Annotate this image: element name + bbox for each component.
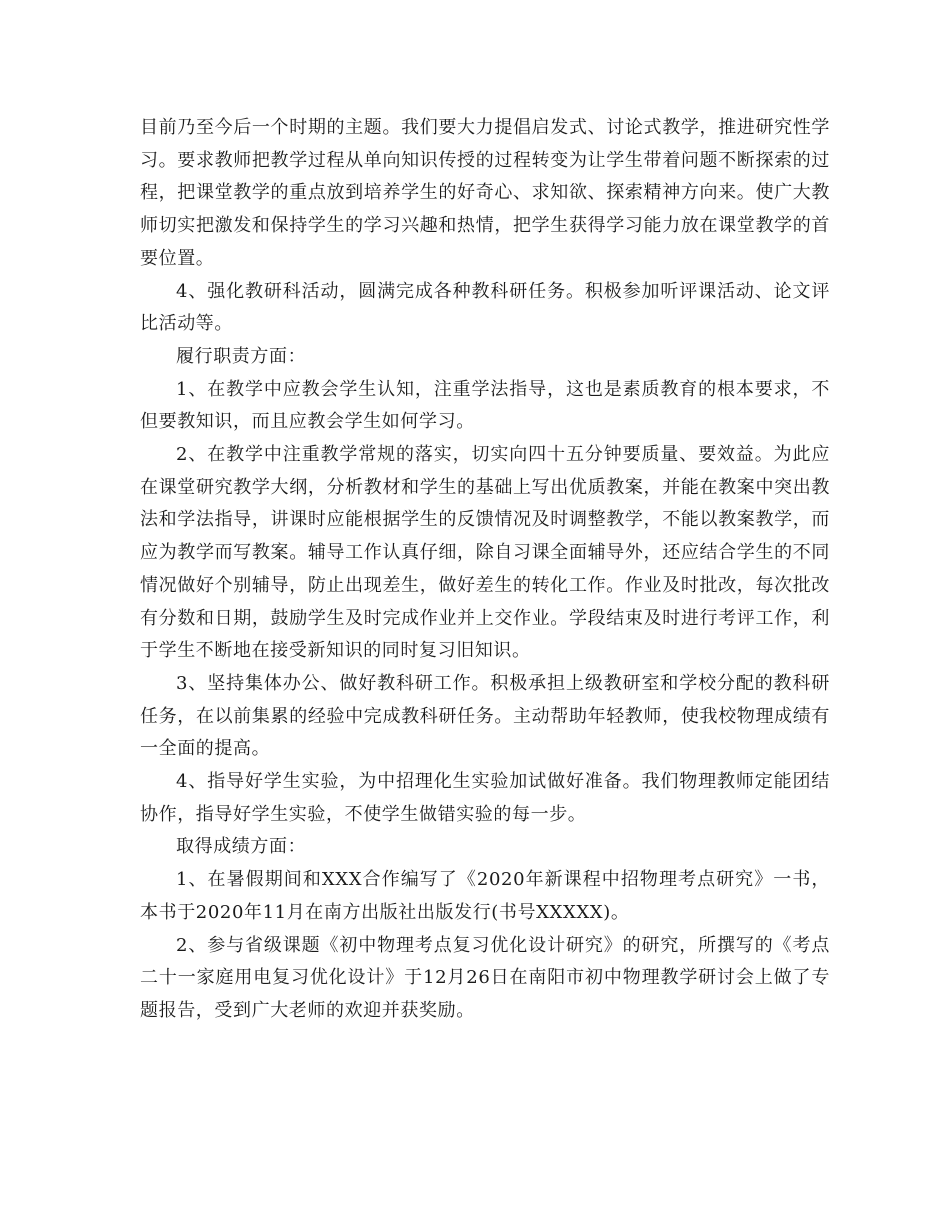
document-body <box>140 112 830 1028</box>
section-heading-achievements: 取得成绩方面： <box>176 836 307 858</box>
paragraph-duty-4: 4、指导好学生实验，为中招理化生实验加试做好准备。我们物理教师定能团结协作，指导好学生实验，不使学生做错实验的每一步。 <box>140 771 830 825</box>
paragraph-duty-1: 1、在教学中应教会学生认知，注重学法指导，这也是素质教育的根本要求，不但要教知识，而且应教会学生如何学习。 <box>140 378 830 433</box>
section-heading-duties: 履行职责方面： <box>176 345 307 367</box>
paragraph-achievement-1: 1、在暑假期间和XXX合作编写了《2020年新课程中招物理考点研究》一书，本书于2020年11月在南方出版社出版发行(书号XXXXX)。 <box>140 869 830 923</box>
paragraph-duty-3: 3、坚持集体办公、做好教科研工作。积极承担上级教研室和学校分配的教科研任务，在以前集累的经验中完成教科研任务。主动帮助年轻教师，使我校物理成绩有一全面的提高。 <box>140 672 830 760</box>
paragraph-achievement-2: 2、参与省级课题《初中物理考点复习优化设计研究》的研究，所撰写的《考点二十一家庭用电复习优化设计》于12月26日在南阳市初中物理教学研讨会上做了专题报告，受到广大老师的欢迎并获奖励。 <box>140 934 830 1021</box>
paragraph-continuation: 目前乃至今后一个时期的主题。我们要大力提倡启发式、讨论式教学，推进研究性学习。要求教师把教学过程从单向知识传授的过程转变为让学生带着问题不断探索的过程，把课堂教学的重点放到培养学生的好奇心、求知欲、探索精神方向来。使广大教师切实把激发和保持学生的学习兴趣和热情，把学生获得学习能力放在课堂教学的首要位置。 <box>140 117 830 269</box>
paragraph-duty-2: 2、在教学中注重教学常规的落实，切实向四十五分钟要质量、要效益。为此应在课堂研究教学大纲，分析教材和学生的基础上写出优质教案，并能在教案中突出教法和学法指导，讲课时应能根据学生的反馈情况及时调整教学，不能以教案教学，而应为教学而写教案。辅导工作认真仔细，除自习课全面辅导外，还应结合学生的不同情况做好个别辅导，防止出现差生，做好差生的转化工作。作业及时批改，每次批改有分数和日期，鼓励学生及时完成作业并上交作业。学段结束及时进行考评工作，利于学生不断地在接受新知识的同时复习旧知识。 <box>140 444 830 662</box>
paragraph-item-4-research: 4、强化教研科活动，圆满完成各种教科研任务。积极参加听评课活动、论文评比活动等。 <box>140 280 830 335</box>
